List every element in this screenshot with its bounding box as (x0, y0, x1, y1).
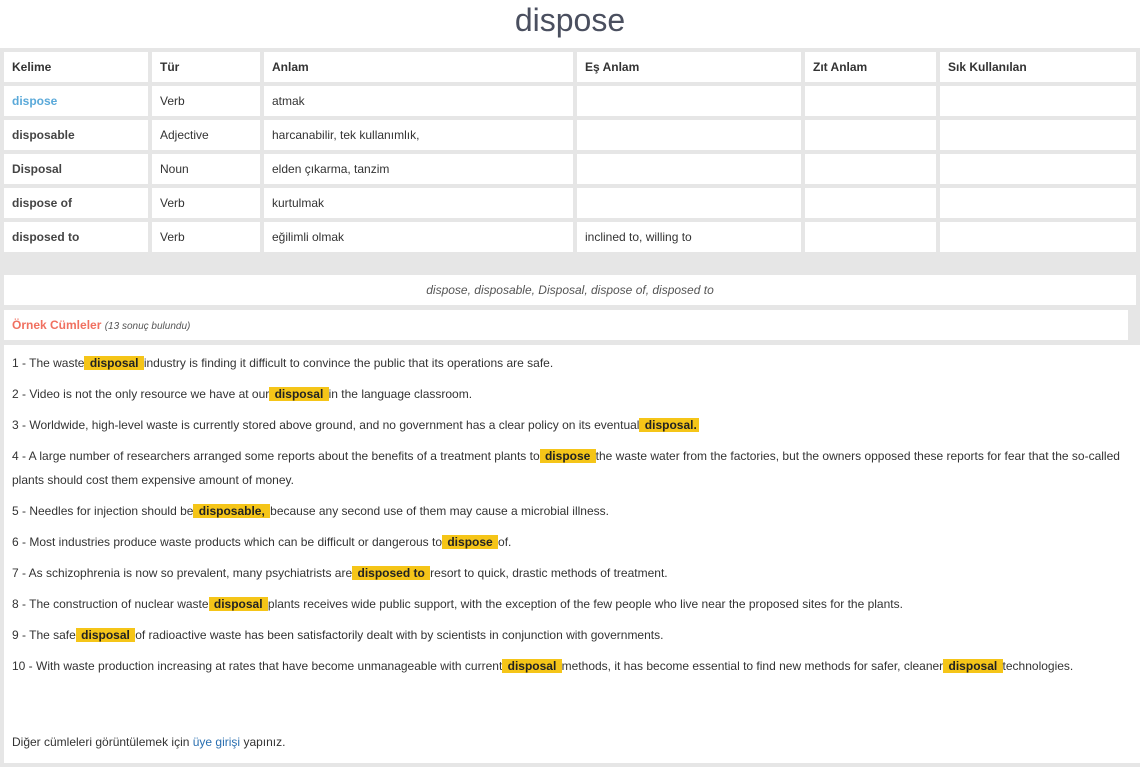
example-sentence (12, 530, 1136, 554)
column-header: Anlam (264, 52, 573, 82)
sentence-text: 1 - The waste (12, 356, 85, 370)
example-sentence (12, 444, 1136, 492)
word-common (940, 154, 1136, 184)
sentence-text: industry is finding it difficult to convince the public that its operations are safe. (143, 356, 554, 370)
word-type: Noun (152, 154, 260, 184)
highlighted-word: disposal (271, 387, 327, 401)
example-sentence (12, 382, 1136, 406)
highlighted-word: dispose (541, 449, 594, 463)
example-sentence (12, 592, 1136, 616)
sentence-text: 4 - A large number of researchers arranged some reports about the benefits of a treatment plants to (12, 449, 540, 463)
word-antonym (805, 154, 936, 184)
highlighted-word: disposal (210, 597, 266, 611)
sentence-text: 9 - The safe (12, 628, 76, 642)
word-synonym (577, 188, 801, 218)
highlighted-word: disposable, (195, 504, 269, 518)
word-meaning: elden çıkarma, tanzim (264, 154, 573, 184)
sentence-text: 7 - As schizophrenia is now so prevalent, many psychiatrists are (12, 566, 353, 580)
word-link[interactable]: dispose (4, 86, 148, 116)
sentence-text: 3 - Worldwide, high-level waste is currently stored above ground, and no government has a clear policy on its eventual (12, 418, 640, 432)
highlighted-word: disposal. (641, 418, 697, 432)
word-meaning: eğilimli olmak (264, 222, 573, 252)
content-area (0, 48, 1140, 767)
sentence-text: of. (498, 535, 512, 549)
sentence-text: 8 - The construction of nuclear waste (12, 597, 209, 611)
login-note-suffix: yapınız. (240, 735, 286, 749)
column-header: Sık Kullanılan (940, 52, 1136, 82)
examples-label: Örnek Cümleler (12, 318, 102, 332)
word-cell: disposable (4, 120, 148, 150)
column-header: Tür (152, 52, 260, 82)
sentence-text: 5 - Needles for injection should be (12, 504, 194, 518)
table-header-row (4, 52, 1136, 82)
word-antonym (805, 86, 936, 116)
highlighted-word: disposal (504, 659, 560, 673)
column-header: Zıt Anlam (805, 52, 936, 82)
login-link[interactable]: üye girişi (192, 735, 241, 749)
examples-count: (13 sonuç bulundu) (104, 321, 191, 332)
word-antonym (805, 120, 936, 150)
example-sentence (12, 499, 1136, 523)
table-row (4, 120, 1136, 150)
page-title: dispose (514, 2, 626, 38)
example-sentence (12, 413, 1136, 437)
example-sentence (12, 654, 1136, 678)
sentence-text: the waste water from the factories, but the owners opposed these reports for fear that the so-called plants should cost them expensive amount of money. (12, 449, 1120, 487)
login-note-prefix: Diğer cümleleri görüntülemek için (12, 735, 193, 749)
word-synonym (577, 154, 801, 184)
word-common (940, 222, 1136, 252)
word-cell: Disposal (4, 154, 148, 184)
word-type: Adjective (152, 120, 260, 150)
word-meaning: atmak (264, 86, 573, 116)
column-header: Eş Anlam (577, 52, 801, 82)
highlighted-word: dispose (444, 535, 497, 549)
word-meaning: harcanabilir, tek kullanımlık, (264, 120, 573, 150)
word-antonym (805, 222, 936, 252)
sentence-text: in the language classroom. (328, 387, 473, 401)
sentence-text: plants receives wide public support, with the exception of the few people who live near the proposed sites for the plants. (267, 597, 903, 611)
highlighted-word: disposed to (354, 566, 429, 580)
sentence-text: technologies. (1002, 659, 1074, 673)
sentence-text: methods, it has become essential to find new methods for safer, cleaner (561, 659, 944, 673)
example-sentence (12, 623, 1136, 647)
word-synonym (577, 120, 801, 150)
word-cell: disposed to (4, 222, 148, 252)
examples-list (4, 345, 1140, 763)
table-row (4, 86, 1136, 116)
example-sentence (12, 351, 1136, 375)
table-row (4, 188, 1136, 218)
word-synonym (577, 86, 801, 116)
word-table (0, 48, 1140, 256)
word-common (940, 86, 1136, 116)
column-header: Kelime (4, 52, 148, 82)
examples-header (4, 310, 1128, 340)
word-summary: dispose, disposable, Disposal, dispose of, disposed to (4, 275, 1136, 305)
highlighted-word: disposal (77, 628, 134, 642)
word-common (940, 188, 1136, 218)
highlighted-word: disposal (945, 659, 1001, 673)
word-meaning: kurtulmak (264, 188, 573, 218)
word-type: Verb (152, 222, 260, 252)
word-antonym (805, 188, 936, 218)
table-row (4, 154, 1136, 184)
sentence-text: 2 - Video is not the only resource we have at our (12, 387, 270, 401)
example-sentence (12, 561, 1136, 585)
sentence-text: because any second use of them may cause a microbial illness. (270, 504, 609, 518)
sentence-text: 10 - With waste production increasing at rates that have become unmanageable with current (12, 659, 503, 673)
sentence-text: 6 - Most industries produce waste products which can be difficult or dangerous to (12, 535, 443, 549)
table-row (4, 222, 1136, 252)
word-common (940, 120, 1136, 150)
word-cell: dispose of (4, 188, 148, 218)
login-note (12, 735, 285, 749)
word-synonym: inclined to, willing to (577, 222, 801, 252)
sentence-text: resort to quick, drastic methods of treatment. (430, 566, 668, 580)
word-type: Verb (152, 86, 260, 116)
word-type: Verb (152, 188, 260, 218)
sentence-text: of radioactive waste has been satisfactorily dealt with by scientists in conjunction with governments. (135, 628, 664, 642)
highlighted-word: disposal (86, 356, 142, 370)
